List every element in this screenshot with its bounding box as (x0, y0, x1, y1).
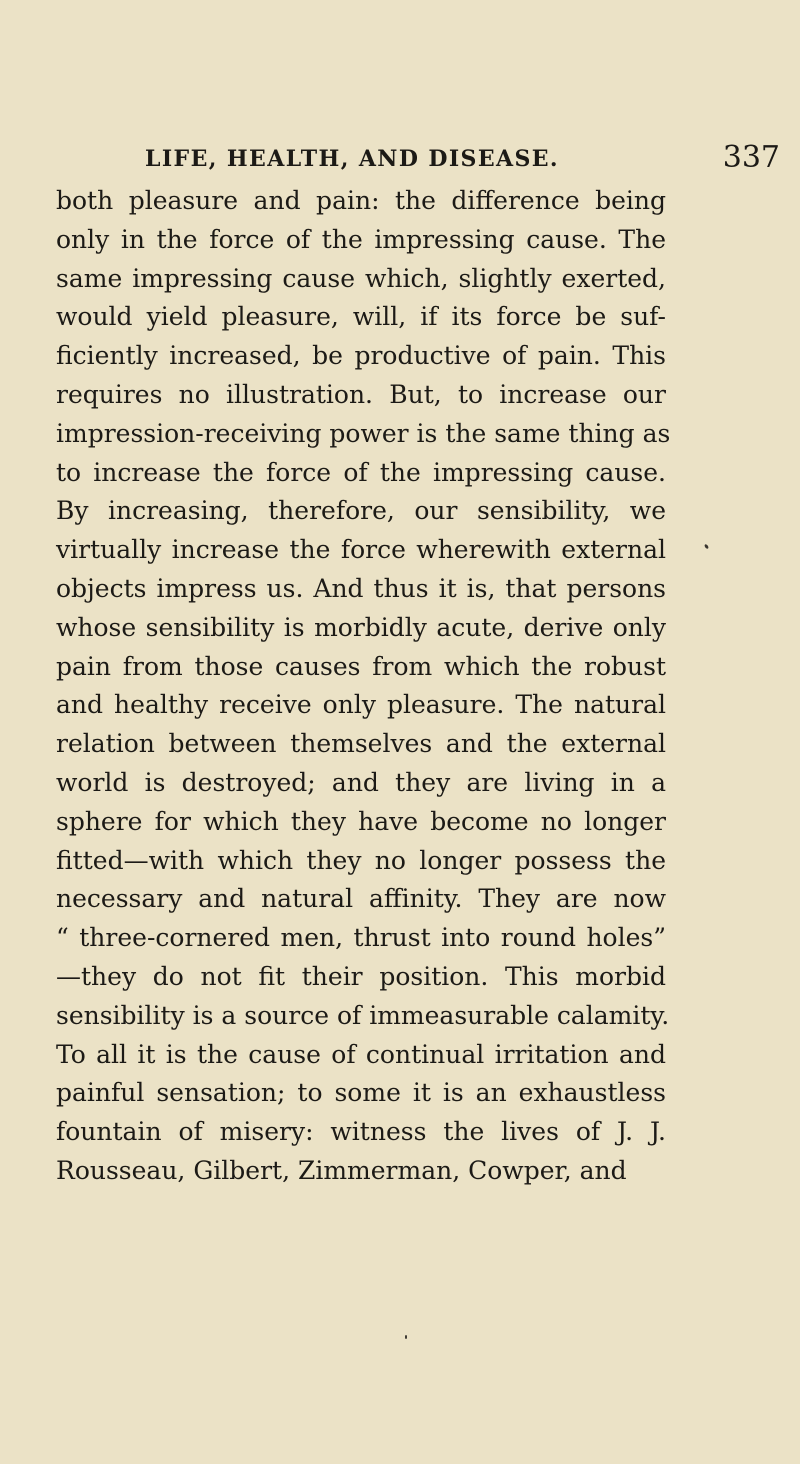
text-line: sphere for which they have become no longer (56, 806, 666, 836)
text-line: relation between themselves and the external (56, 729, 666, 759)
text-line: would yield pleasure, will, if its force be suf- (56, 302, 666, 332)
running-head (145, 140, 780, 186)
text-line: and healthy receive only pleasure. The natural (56, 690, 666, 720)
body-text (56, 182, 671, 1191)
text-line: —they do not fit their position. This morbid (56, 961, 666, 991)
text-line: same impressing cause which, slightly exerted, (56, 263, 666, 293)
text-line: Rousseau, Gilbert, Zimmerman, Cowper, and (56, 1155, 627, 1185)
text-line: fitted—with which they no longer possess the (56, 845, 666, 875)
text-line: fountain of misery: witness the lives of J. J. (56, 1117, 666, 1147)
running-head-title: LIFE, HEALTH, AND DISEASE. (145, 146, 559, 172)
text-line: “ three-cornered men, thrust into round holes” (56, 923, 666, 953)
text-line: To all it is the cause of continual irritation and (56, 1039, 666, 1069)
text-line: requires no illustration. But, to increase our (56, 379, 666, 409)
text-line: objects impress us. And thus it is, that persons (56, 573, 666, 603)
text-line: painful sensation; to some it is an exhaustless (56, 1078, 666, 1108)
text-line: whose sensibility is morbidly acute, derive only (56, 612, 666, 642)
ink-speck (405, 1335, 407, 1339)
text-line: By increasing, therefore, our sensibility, we (56, 496, 666, 526)
text-line: virtually increase the force wherewith external (56, 535, 666, 565)
text-line: impression-receiving power is the same thing as (56, 418, 671, 448)
text-line: only in the force of the impressing cause. The (56, 224, 666, 254)
text-line: pain from those causes from which the robust (56, 651, 666, 681)
page-number: 337 (722, 140, 780, 175)
text-line: both pleasure and pain: the difference being (56, 186, 666, 215)
text-line: sensibility is a source of immeasurable calamity. (56, 1000, 670, 1030)
text-line: to increase the force of the impressing cause. (56, 457, 666, 487)
text-line: necessary and natural affinity. They are now (56, 884, 666, 914)
text-line: world is destroyed; and they are living in a (56, 767, 666, 797)
text-line: ficiently increased, be productive of pain. This (56, 341, 666, 371)
ink-speck (704, 544, 709, 550)
